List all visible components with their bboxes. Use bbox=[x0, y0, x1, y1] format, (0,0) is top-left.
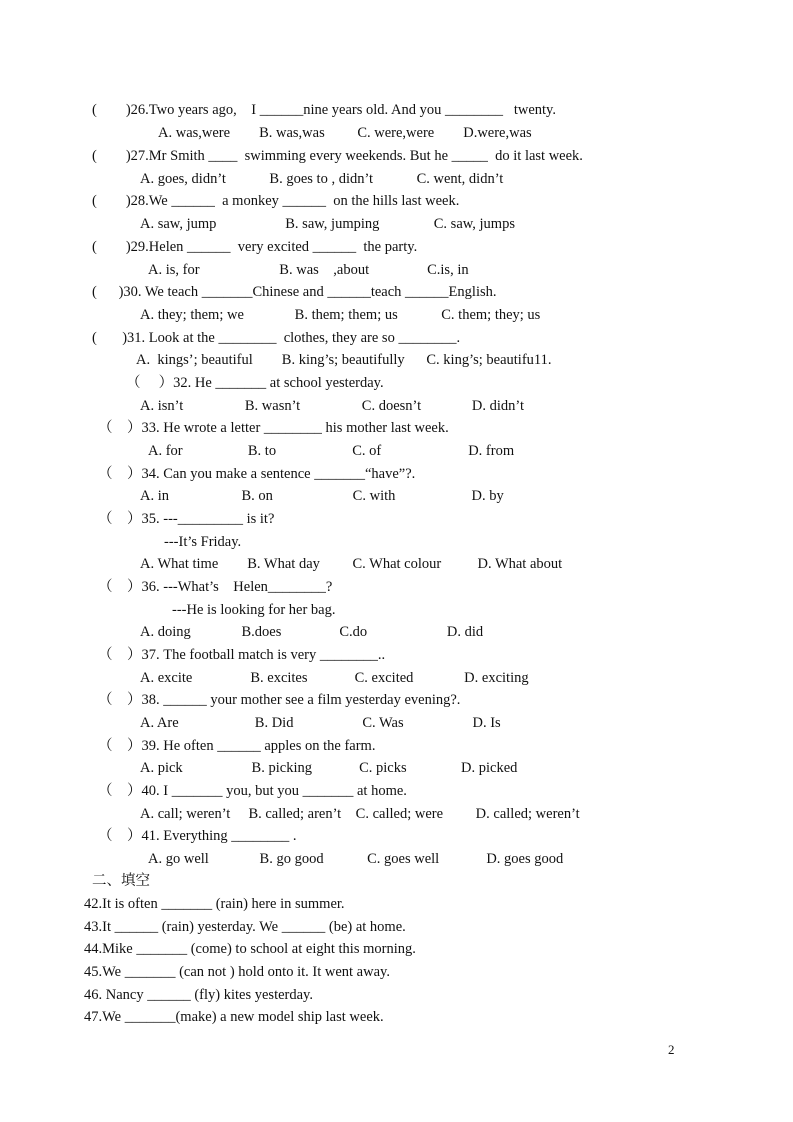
question-33-options: A. for B. to C. of D. from bbox=[148, 443, 515, 459]
question-37-options: A. excite B. excites C. excited D. exciting bbox=[140, 670, 529, 686]
question-34: （ ）34. Can you make a sentence _______“have”?. bbox=[98, 466, 416, 482]
question-38-options: A. Are B. Did C. Was D. Is bbox=[140, 715, 501, 731]
question-41-options: A. go well B. go good C. goes well D. goes good bbox=[148, 851, 564, 867]
question-29-options: A. is, for B. was ,about C.is, in bbox=[148, 262, 469, 278]
question-35-options: A. What time B. What day C. What colour D. What about bbox=[140, 556, 563, 572]
question-40-options: A. call; weren’t B. called; aren’t C. called; were D. called; weren’t bbox=[140, 806, 580, 822]
question-35-reply: ---It’s Friday. bbox=[164, 534, 242, 550]
question-38: （ ）38. ______ your mother see a film yesterday evening?. bbox=[98, 692, 461, 708]
question-26: ( )26.Two years ago, I ______nine years old. And you ________ twenty. bbox=[92, 102, 556, 118]
question-28: ( )28.We ______ a monkey ______ on the hills last week. bbox=[92, 193, 460, 209]
question-26-options: A. was,were B. was,was C. were,were D.were,was bbox=[158, 125, 532, 141]
question-36: （ ）36. ---What’s Helen________? bbox=[98, 579, 333, 595]
question-36-reply: ---He is looking for her bag. bbox=[172, 602, 336, 618]
fill-blank-42: 42.It is often _______ (rain) here in summer. bbox=[84, 896, 345, 912]
question-35: （ ）35. ---_________ is it? bbox=[98, 511, 275, 527]
question-27: ( )27.Mr Smith ____ swimming every weekends. But he _____ do it last week. bbox=[92, 148, 583, 164]
question-34-options: A. in B. on C. with D. by bbox=[140, 488, 504, 504]
fill-blank-44: 44.Mike _______ (come) to school at eight this morning. bbox=[84, 941, 416, 957]
question-39: （ ）39. He often ______ apples on the farm. bbox=[98, 738, 376, 754]
question-27-options: A. goes, didn’t B. goes to , didn’t C. went, didn’t bbox=[140, 171, 504, 187]
fill-blank-46: 46. Nancy ______ (fly) kites yesterday. bbox=[84, 987, 313, 1003]
question-41: （ ）41. Everything ________ . bbox=[98, 828, 297, 844]
fill-blank-45: 45.We _______ (can not ) hold onto it. It went away. bbox=[84, 964, 390, 980]
question-36-options: A. doing B.does C.do D. did bbox=[140, 624, 484, 640]
question-37: （ ）37. The football match is very ________.. bbox=[98, 647, 386, 663]
question-32: （ ）32. He _______ at school yesterday. bbox=[126, 375, 384, 391]
question-40: （ ）40. I _______ you, but you _______ at home. bbox=[98, 783, 407, 799]
question-31-options: A. kings’; beautiful B. king’s; beautifully C. king’s; beautifu11. bbox=[136, 352, 552, 368]
fill-blank-43: 43.It ______ (rain) yesterday. We ______ (be) at home. bbox=[84, 919, 406, 935]
question-32-options: A. isn’t B. wasn’t C. doesn’t D. didn’t bbox=[140, 398, 524, 414]
page-number: 2 bbox=[668, 1042, 675, 1057]
question-39-options: A. pick B. picking C. picks D. picked bbox=[140, 760, 518, 776]
question-33: （ ）33. He wrote a letter ________ his mother last week. bbox=[98, 420, 449, 436]
question-30: ( )30. We teach _______Chinese and ______teach ______English. bbox=[92, 284, 497, 300]
question-28-options: A. saw, jump B. saw, jumping C. saw, jumps bbox=[140, 216, 515, 232]
section-title: 二、填空 bbox=[92, 873, 150, 889]
question-29: ( )29.Helen ______ very excited ______ the party. bbox=[92, 239, 418, 255]
fill-blank-47: 47.We _______(make) a new model ship last week. bbox=[84, 1009, 384, 1025]
question-30-options: A. they; them; we B. them; them; us C. them; they; us bbox=[140, 307, 541, 323]
question-31: ( )31. Look at the ________ clothes, they are so ________. bbox=[92, 330, 461, 346]
